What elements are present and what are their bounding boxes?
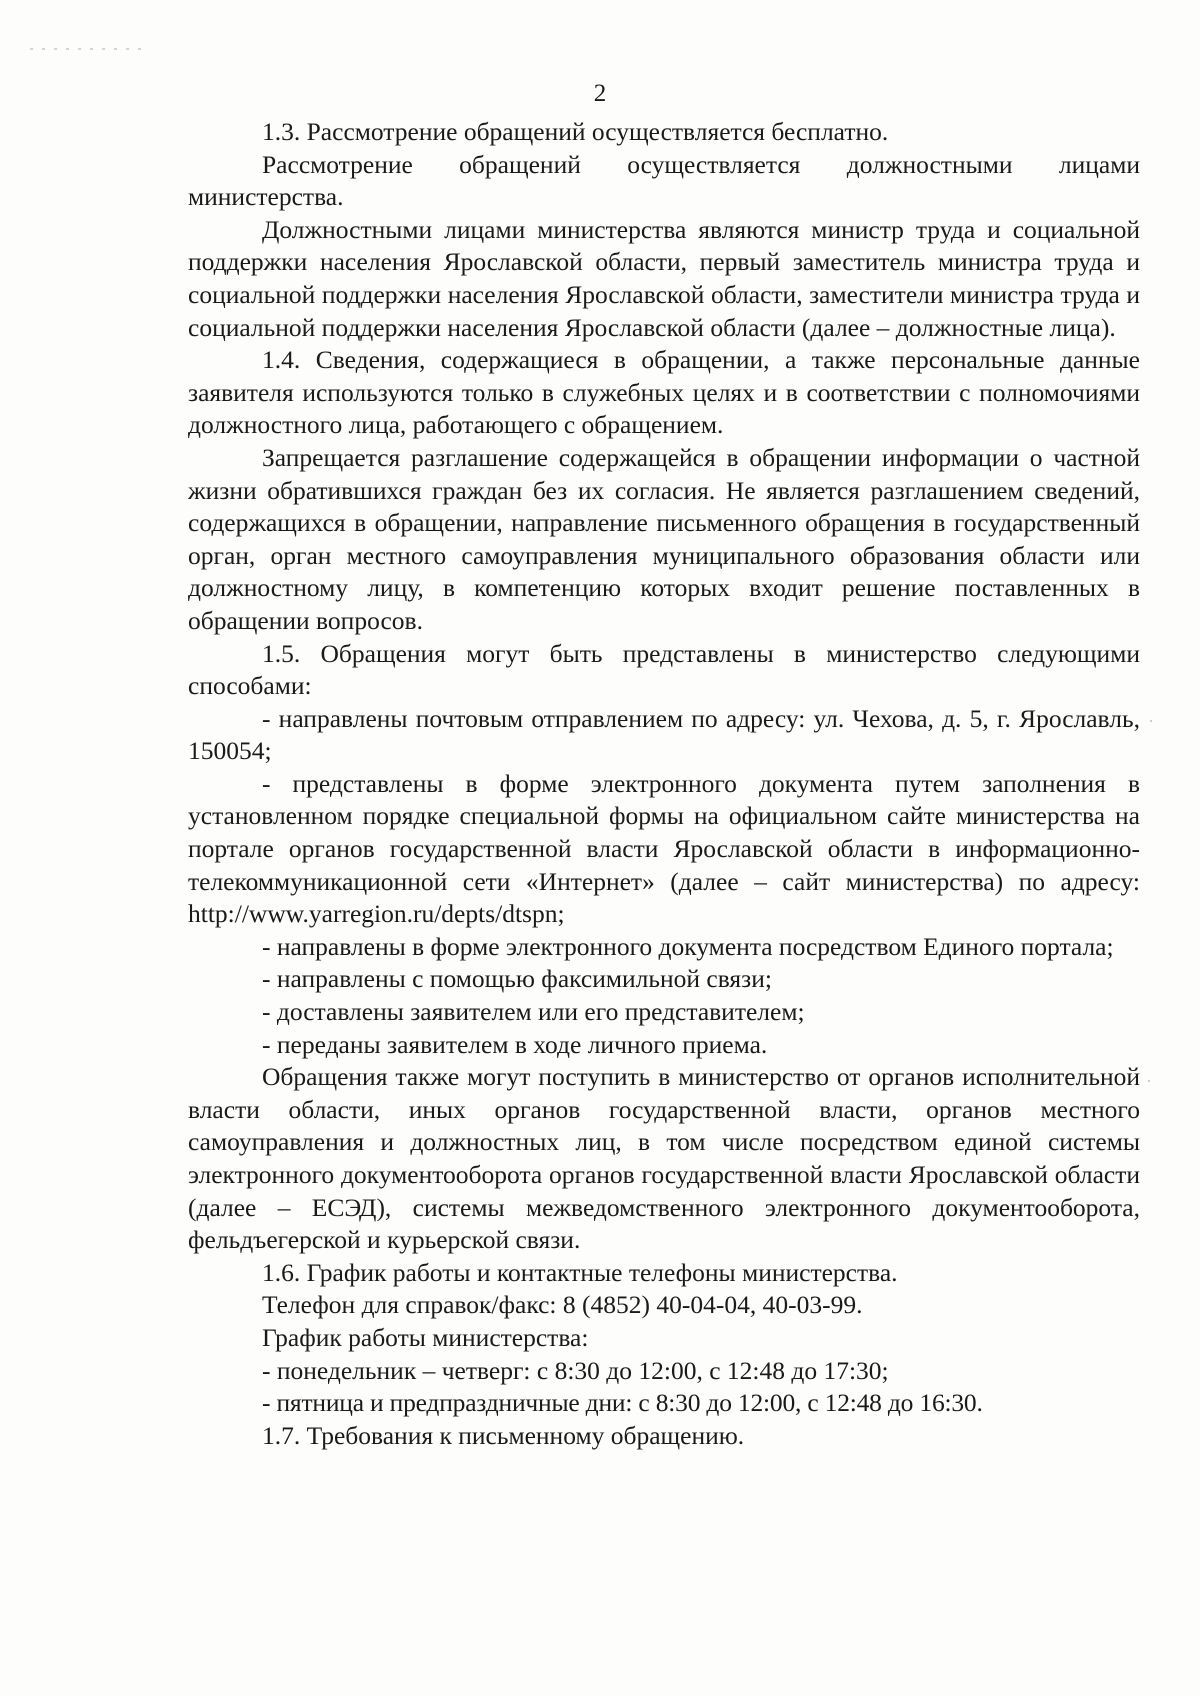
list-item: - направлены в форме электронного документа посредством Единого портала; [262,931,1114,961]
scan-artifact [30,48,150,50]
paragraph: 1.3. Рассмотрение обращений осуществляется бесплатно. [262,117,889,146]
paragraph: Запрещается разглашение содержащейся в обращении информации о частной жизни обратившихся граждан без их согласия. Не является разглашением сведений, содержащихся в обращении, направление письменного обращения в государственный орган, орган местного самоуправления муниципального образования области или должностному лицу, в компетенцию которых входит решение поставленных в обращении вопросов. [188,442,1140,635]
paragraph: 1.7. Требования к письменному обращению. [262,1420,745,1450]
page-number: 2 [593,80,607,107]
paragraph: Телефон для справок/факс: 8 (4852) 40-04-04, 40-03-99. [262,1290,863,1320]
paragraph: График работы министерства: [262,1322,589,1352]
list-item: - пятница и предпраздничные дни: с 8:30 до 12:00, с 12:48 до 16:30. [262,1388,983,1418]
scan-artifact-dot [1148,1080,1150,1082]
paragraph: Должностными лицами министерства являются министр труда и социальной поддержки населения Ярославской области, первый заместитель министра труда и социальной поддержки населения Ярославской области, заместители министра труда и социальной поддержки населения Ярославской области (далее – должностные лица). [188,214,1140,342]
list-item: - направлены с помощью факсимильной связи; [262,964,772,994]
paragraph: 1.5. Обращения могут быть представлены в министерство следующими способами: [188,638,1140,701]
list-item: - переданы заявителем в ходе личного приема. [262,1029,768,1059]
paragraph: 1.4. Сведения, содержащиеся в обращении, а также персональные данные заявителя используются только в служебных целях и в соответствии с полномочиями должностного лица, работающего с обращением. [188,345,1140,440]
list-item: - понедельник – четверг: с 8:30 до 12:00, с 12:48 до 17:30; [262,1355,889,1385]
list-item: - представлены в форме электронного документа путем заполнения в установленном порядке специальной формы на официальном сайте министерства на портале органов государственной власти Ярославской области в информационно-телекоммуникационной сети «Интернет» (далее – сайт министерства) по адресу: http://www.yarregion.ru/depts/dtspn; [188,768,1140,929]
scan-artifact-dot [1150,720,1152,722]
paragraph: Рассмотрение обращений осуществляется должностными лицами министерства. [188,149,1140,212]
list-item: - направлены почтовым отправлением по адресу: ул. Чехова, д. 5, г. Ярославль, 150054; [188,703,1140,766]
list-item: - доставлены заявителем или его представителем; [262,997,805,1027]
document-body [188,116,1140,1452]
paragraph: Обращения также могут поступить в министерство от органов исполнительной власти области, иных органов государственной власти, органов местного самоуправления и должностных лиц, в том числе посредством единой системы электронного документооборота органов государственной власти Ярославской области (далее – ЕСЭД), системы межведомственного электронного документооборота, фельдъегерской и курьерской связи. [188,1062,1140,1255]
paragraph: 1.6. График работы и контактные телефоны министерства. [262,1257,898,1287]
